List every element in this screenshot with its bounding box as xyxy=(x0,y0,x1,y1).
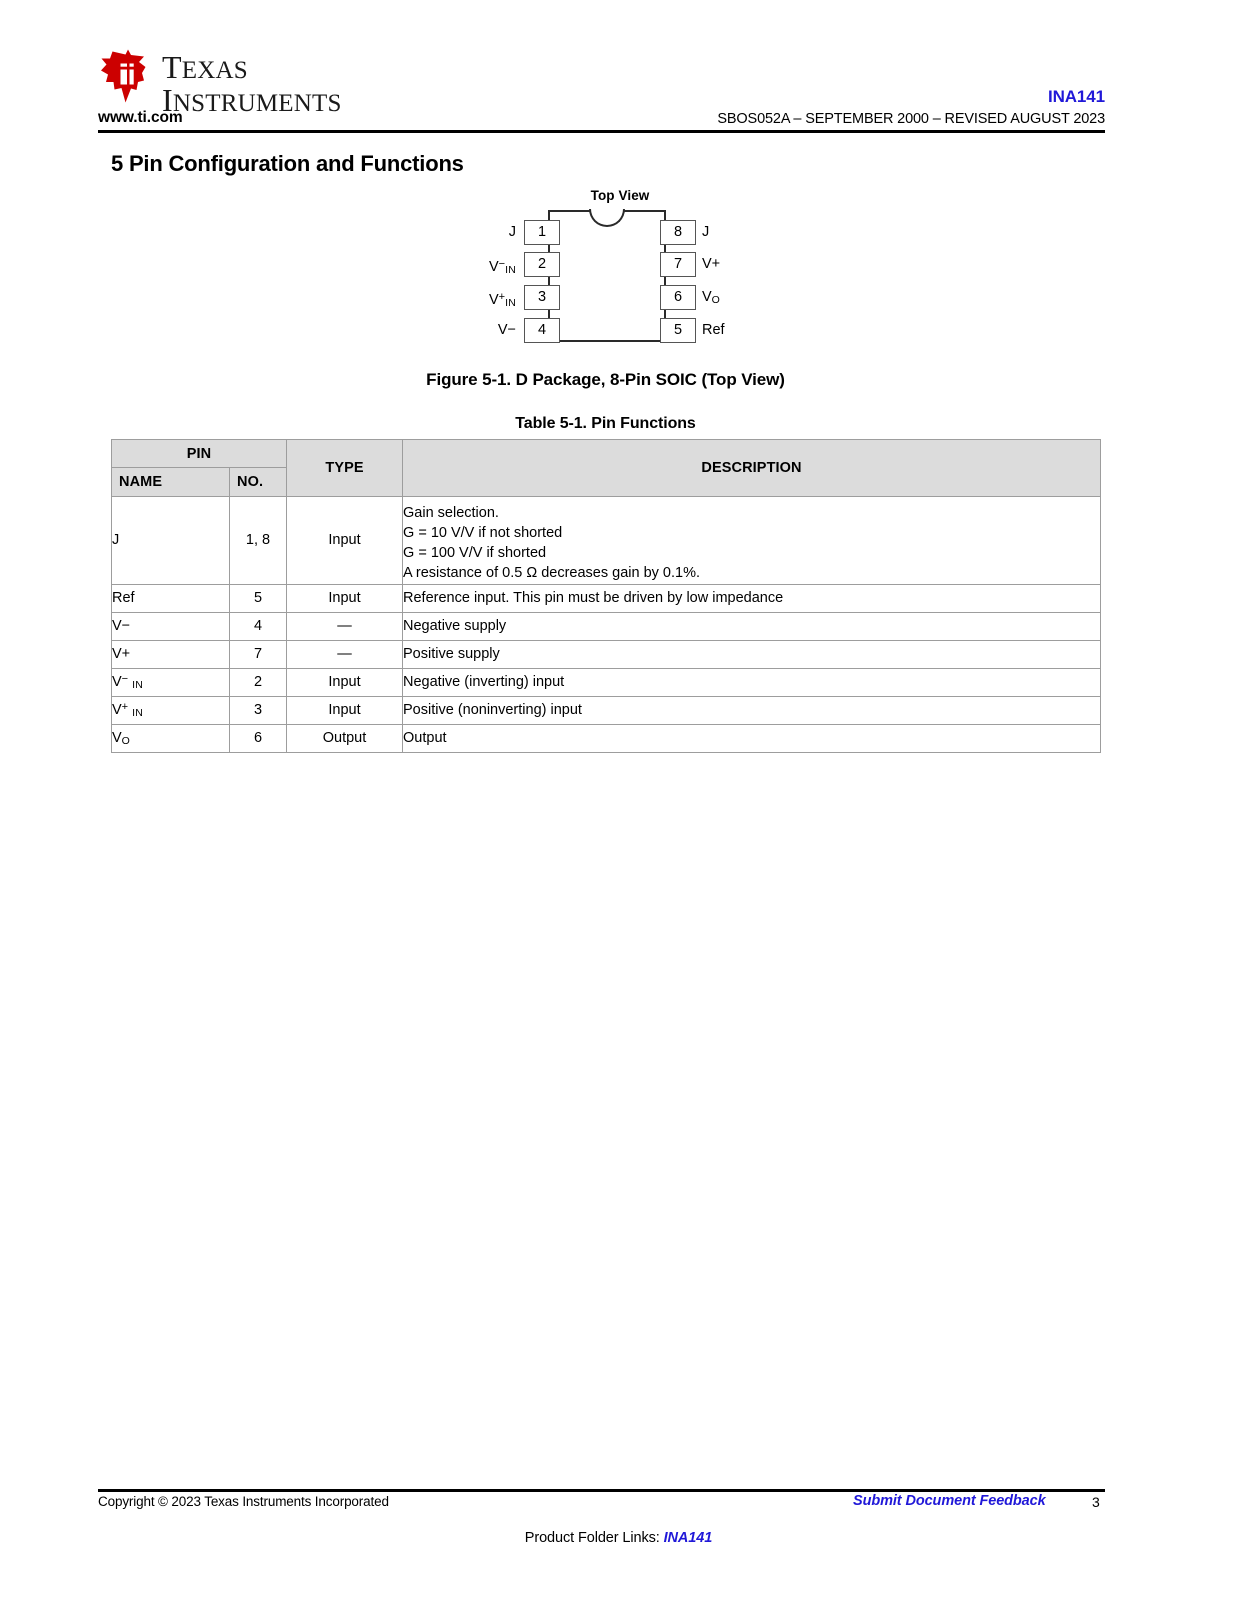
table-row xyxy=(112,584,1101,612)
cell-pin-name: V− xyxy=(112,612,230,640)
table-row xyxy=(112,640,1101,668)
description-line: Negative supply xyxy=(403,617,507,634)
cell-pin-name: V− $_{IN}$ xyxy=(112,668,230,696)
description-line: G = 100 V/V if shorted xyxy=(403,545,547,562)
footer-divider xyxy=(98,1489,1105,1492)
table-row xyxy=(112,612,1101,640)
document-revision-line: SBOS052A – SEPTEMBER 2000 – REVISED AUGUST 2023 xyxy=(717,111,1105,127)
copyright-text: Copyright © 2023 Texas Instruments Incorporated xyxy=(98,1494,389,1509)
pin-label-7: V+ xyxy=(702,256,721,272)
pin-box-1: 1 xyxy=(524,220,560,245)
header-divider xyxy=(98,130,1105,133)
cell-pin-description xyxy=(403,696,1101,724)
cell-pin-name: $V_O$ xyxy=(112,724,230,752)
description-line: A resistance of 0.5 Ω decreases gain by 0.1%. xyxy=(403,565,700,582)
cell-pin-type: Input xyxy=(287,584,403,612)
cell-pin-description xyxy=(403,668,1101,696)
cell-pin-number: 7 xyxy=(230,640,287,668)
column-header-description: DESCRIPTION xyxy=(403,440,1101,497)
cell-pin-number: 2 xyxy=(230,668,287,696)
product-folder-links xyxy=(0,1530,1237,1546)
table-row xyxy=(112,724,1101,752)
column-header-type: TYPE xyxy=(287,440,403,497)
cell-pin-number: 1, 8 xyxy=(230,497,287,585)
description-line: Negative (inverting) input xyxy=(403,673,565,690)
cell-pin-description xyxy=(403,584,1101,612)
page-header xyxy=(98,48,1105,130)
top-view-label: Top View xyxy=(590,188,650,203)
pin-label-5: Ref xyxy=(702,322,725,338)
description-line: Positive (noninverting) input xyxy=(403,701,582,718)
table-row xyxy=(112,668,1101,696)
cell-pin-description xyxy=(403,724,1101,752)
pin-label-6: $V_O$ xyxy=(702,289,721,306)
cell-pin-description xyxy=(403,640,1101,668)
pin-box-7: 7 xyxy=(660,252,696,277)
cell-pin-type: — xyxy=(287,612,403,640)
table-row xyxy=(112,497,1101,585)
description-line: Gain selection. xyxy=(403,505,499,521)
table-caption: Table 5-1. Pin Functions xyxy=(515,415,696,432)
cell-pin-number: 5 xyxy=(230,584,287,612)
description-line: Reference input. This pin must be driven by low impedance xyxy=(403,589,784,606)
product-folder-prefix: Product Folder Links: xyxy=(524,1530,664,1546)
cell-pin-type: — xyxy=(287,640,403,668)
page-number: 3 xyxy=(1092,1494,1100,1510)
cell-pin-number: 6 xyxy=(230,724,287,752)
package-body-outline xyxy=(548,210,666,342)
pin-label-4: V− xyxy=(497,322,516,338)
table-body xyxy=(112,497,1101,753)
pin-box-4: 4 xyxy=(524,318,560,343)
column-header-no: NO. xyxy=(230,468,287,497)
table-header xyxy=(112,440,1101,497)
pin-box-3: 3 xyxy=(524,285,560,310)
column-header-name: NAME xyxy=(112,468,230,497)
table-row xyxy=(112,696,1101,724)
pin-box-2: 2 xyxy=(524,252,560,277)
ti-wordmark xyxy=(162,48,342,116)
cell-pin-type: Input xyxy=(287,497,403,585)
pin-label-8: J xyxy=(702,224,710,240)
cell-pin-name: J xyxy=(112,497,230,585)
cell-pin-type: Output xyxy=(287,724,403,752)
cell-pin-description xyxy=(403,497,1101,585)
description-line: Positive supply xyxy=(403,645,500,662)
ti-wordmark-line1: TEXAS xyxy=(162,49,248,85)
pin-box-8: 8 xyxy=(660,220,696,245)
pin-label-3: $V^+_{IN}$ xyxy=(488,291,516,309)
cell-pin-type: Input xyxy=(287,668,403,696)
pin-box-6: 6 xyxy=(660,285,696,310)
ti-wordmark-line2: INSTRUMENTS xyxy=(162,81,342,118)
submit-document-feedback-link[interactable]: Submit Document Feedback xyxy=(853,1493,1046,1509)
pin-label-2: $V^-_{IN}$ xyxy=(488,258,516,276)
pin-configuration-diagram xyxy=(430,188,810,358)
ti-logo xyxy=(98,48,342,116)
cell-pin-type: Input xyxy=(287,696,403,724)
cell-pin-number: 3 xyxy=(230,696,287,724)
pin-functions-table xyxy=(111,439,1101,753)
column-header-pin: PIN xyxy=(112,440,287,468)
cell-pin-description xyxy=(403,612,1101,640)
cell-pin-number: 4 xyxy=(230,612,287,640)
pin-label-1: J xyxy=(508,224,516,240)
ti-texas-logo-icon xyxy=(98,49,156,103)
ti-website-link[interactable]: www.ti.com xyxy=(98,109,183,126)
figure-caption: Figure 5-1. D Package, 8-Pin SOIC (Top View) xyxy=(426,370,785,389)
cell-pin-name: V+ $_{IN}$ xyxy=(112,696,230,724)
description-line: G = 10 V/V if not shorted xyxy=(403,525,563,542)
product-folder-link[interactable]: INA141 xyxy=(663,1530,713,1546)
cell-pin-name: V+ xyxy=(112,640,230,668)
table-header-row-1 xyxy=(112,440,1101,468)
part-number-heading[interactable]: INA141 xyxy=(1047,87,1105,106)
cell-pin-name: Ref xyxy=(112,584,230,612)
pin-box-5: 5 xyxy=(660,318,696,343)
description-line: Output xyxy=(403,729,447,746)
page-title: 5 Pin Configuration and Functions xyxy=(111,151,464,176)
